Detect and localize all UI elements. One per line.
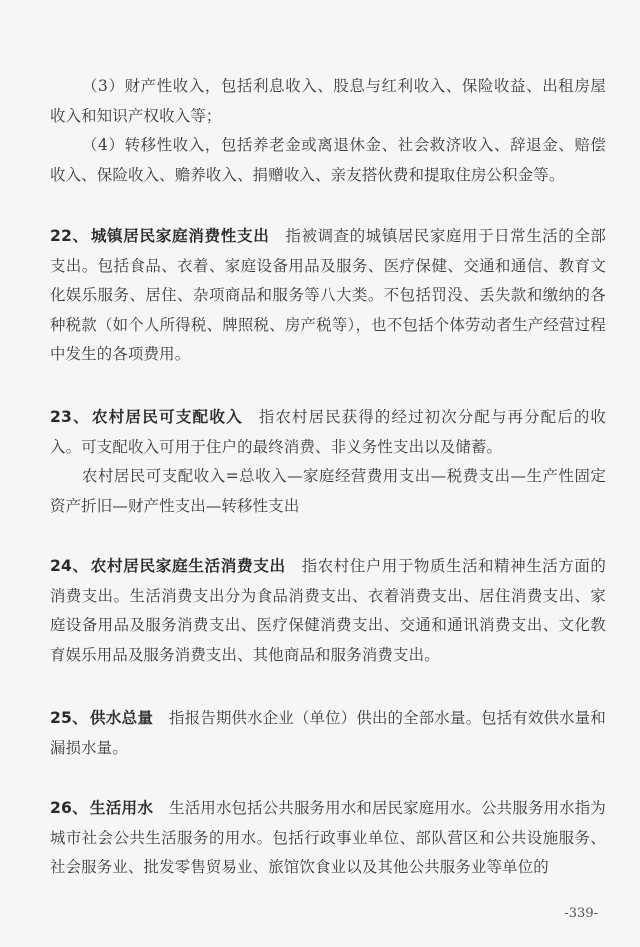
section-23-title: 农村居民可支配收入	[91, 408, 243, 426]
section-22-number: 22、	[50, 227, 89, 245]
section-25-number: 25、	[50, 709, 88, 727]
section-26-body: 生活用水包括公共服务用水和居民家庭用水。公共服务用水指为城市社会公共生活服务的用水。包括行政事业单位、部队营区和公共设施服务、社会服务业、批发零售贸易业、旅馆饮食业以及其他公共服务业等单位的	[50, 799, 606, 876]
paragraph-property-income: （3）财产性收入，包括利息收入、股息与红利收入、保险收益、出租房屋收入和知识产权收入等；	[50, 77, 606, 125]
section-24-title: 农村居民家庭生活消费支出	[90, 557, 286, 575]
section-26	[50, 794, 606, 883]
section-24-number: 24、	[50, 557, 89, 575]
section-24	[50, 552, 606, 670]
section-22-term	[50, 227, 270, 245]
section-25-term	[50, 709, 153, 727]
section-24-term	[50, 557, 286, 575]
section-25-title: 供水总量	[89, 709, 154, 727]
section-25-body: 指报告期供水企业（单位）供出的全部水量。包括有效供水量和漏损水量。	[50, 709, 606, 757]
section-22	[50, 222, 606, 370]
section-24-body: 指农村住户用于物质生活和精神生活方面的消费支出。生活消费支出分为食品消费支出、衣着消费支出、居住消费支出、家庭设备用品及服务消费支出、医疗保健消费支出、交通和通讯消费支出、文化教育娱乐用品及服务消费支出、其他商品和服务消费支出。	[50, 557, 606, 664]
section-22-body: 指被调查的城镇居民家庭用于日常生活的全部支出。包括食品、衣着、家庭设备用品及服务、医疗保健、交通和通信、教育文化娱乐服务、居住、杂项商品和服务等八大类。不包括罚没、丢失款和缴纳的各种税款（如个人所得税、牌照税、房产税等），也不包括个体劳动者生产经营过程中发生的各项费用。	[50, 227, 606, 363]
section-26-title: 生活用水	[89, 799, 154, 817]
section-23-number: 23、	[50, 408, 90, 426]
section-23-formula: 农村居民可支配收入=总收入—家庭经营费用支出—税费支出—生产性固定资产折旧—财产性支出—转移性支出	[50, 467, 606, 515]
page-number: -339-	[564, 906, 598, 921]
section-25	[50, 704, 606, 763]
section-22-title: 城镇居民家庭消费性支出	[90, 227, 270, 245]
section-23-body: 指农村居民获得的经过初次分配与再分配后的收入。可支配收入可用于住户的最终消费、非义务性支出以及储蓄。	[50, 408, 606, 456]
paragraph-transfer-income: （4）转移性收入，包括养老金或离退休金、社会救济收入、辞退金、赔偿收入、保险收入、赡养收入、捐赠收入、亲友搭伙费和提取住房公积金等。	[50, 136, 606, 184]
section-23	[50, 403, 606, 462]
section-23-term	[50, 408, 243, 426]
section-26-number: 26、	[50, 799, 88, 817]
section-26-term	[50, 799, 153, 817]
